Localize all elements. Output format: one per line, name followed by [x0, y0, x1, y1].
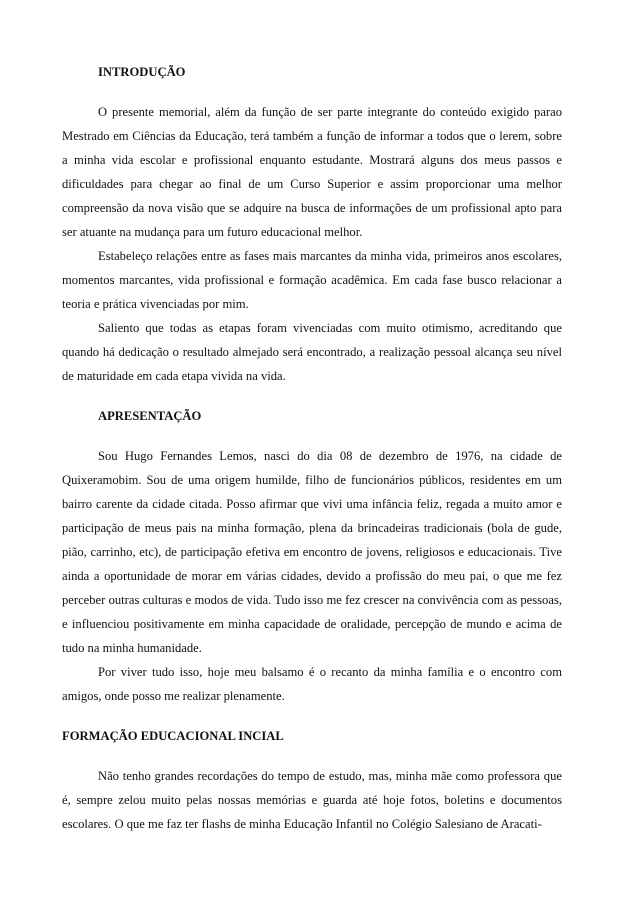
heading-apresentacao: APRESENTAÇÃO — [98, 409, 202, 423]
heading-introducao: INTRODUÇÃO — [98, 65, 186, 79]
spacer — [62, 428, 562, 444]
spacer — [62, 84, 562, 100]
apresentacao-paragraph-2: Por viver tudo isso, hoje meu balsamo é o recanto da minha família e o encontro com amigos, onde posso me realizar plenamente. — [62, 665, 562, 703]
intro-paragraph-1: O presente memorial, além da função de ser parte integrante do conteúdo exigido parao Mestrado em Ciências da Educação, terá também a função de informar a todos que o lerem, sobre a minha vida escolar e profissional enquanto estudante. Mostrará alguns dos meus passos e dificuldades para chegar ao final de um Curso Superior e assim proporcionar uma melhor compreensão da nova visão que se adquire na busca de informações de um profissional apto para ser atuante na mudança para um futuro educacional melhor. — [62, 105, 562, 239]
document-page — [62, 60, 562, 836]
spacer — [62, 388, 562, 404]
spacer — [62, 708, 562, 724]
intro-paragraph-2: Estabeleço relações entre as fases mais marcantes da minha vida, primeiros anos escolares, momentos marcantes, vida profissional e formação acadêmica. Em cada fase busco relacionar a teoria e prática vivenciadas por mim. — [62, 249, 562, 311]
formacao-paragraph-1: Não tenho grandes recordações do tempo de estudo, mas, minha mãe como professora que é, sempre zelou muito pelas nossas memórias e guarda até hoje fotos, boletins e documentos escolares. O que me faz ter flashs de minha Educação Infantil no Colégio Salesiano de Aracati- — [62, 769, 562, 831]
spacer — [62, 748, 562, 764]
intro-paragraph-3: Saliento que todas as etapas foram vivenciadas com muito otimismo, acreditando que quando há dedicação o resultado almejado será encontrado, a realização pessoal alcança seu nível de maturidade em cada etapa vivida na vida. — [62, 321, 562, 383]
apresentacao-paragraph-1: Sou Hugo Fernandes Lemos, nasci do dia 08 de dezembro de 1976, na cidade de Quixeramobim. Sou de uma origem humilde, filho de funcionários públicos, residentes em um bairro carente da cidade citada. Posso afirmar que vivi uma infância feliz, regada a muito amor e participação de meus pais na minha formação, plena da brincadeiras tradicionais (bola de gude, pião, carrinho, etc), de participação efetiva em encontro de jovens, religiosos e educacionais. Tive ainda a oportunidade de morar em várias cidades, devido a profissão do meu pai, o que me fez perceber outras culturas e modos de vida. Tudo isso me fez crescer na convivência com as pessoas, e influenciou positivamente em minha capacidade de oralidade, percepção de mundo e acima de tudo na minha humanidade. — [62, 449, 562, 655]
heading-formacao: FORMAÇÃO EDUCACIONAL INCIAL — [62, 729, 284, 743]
